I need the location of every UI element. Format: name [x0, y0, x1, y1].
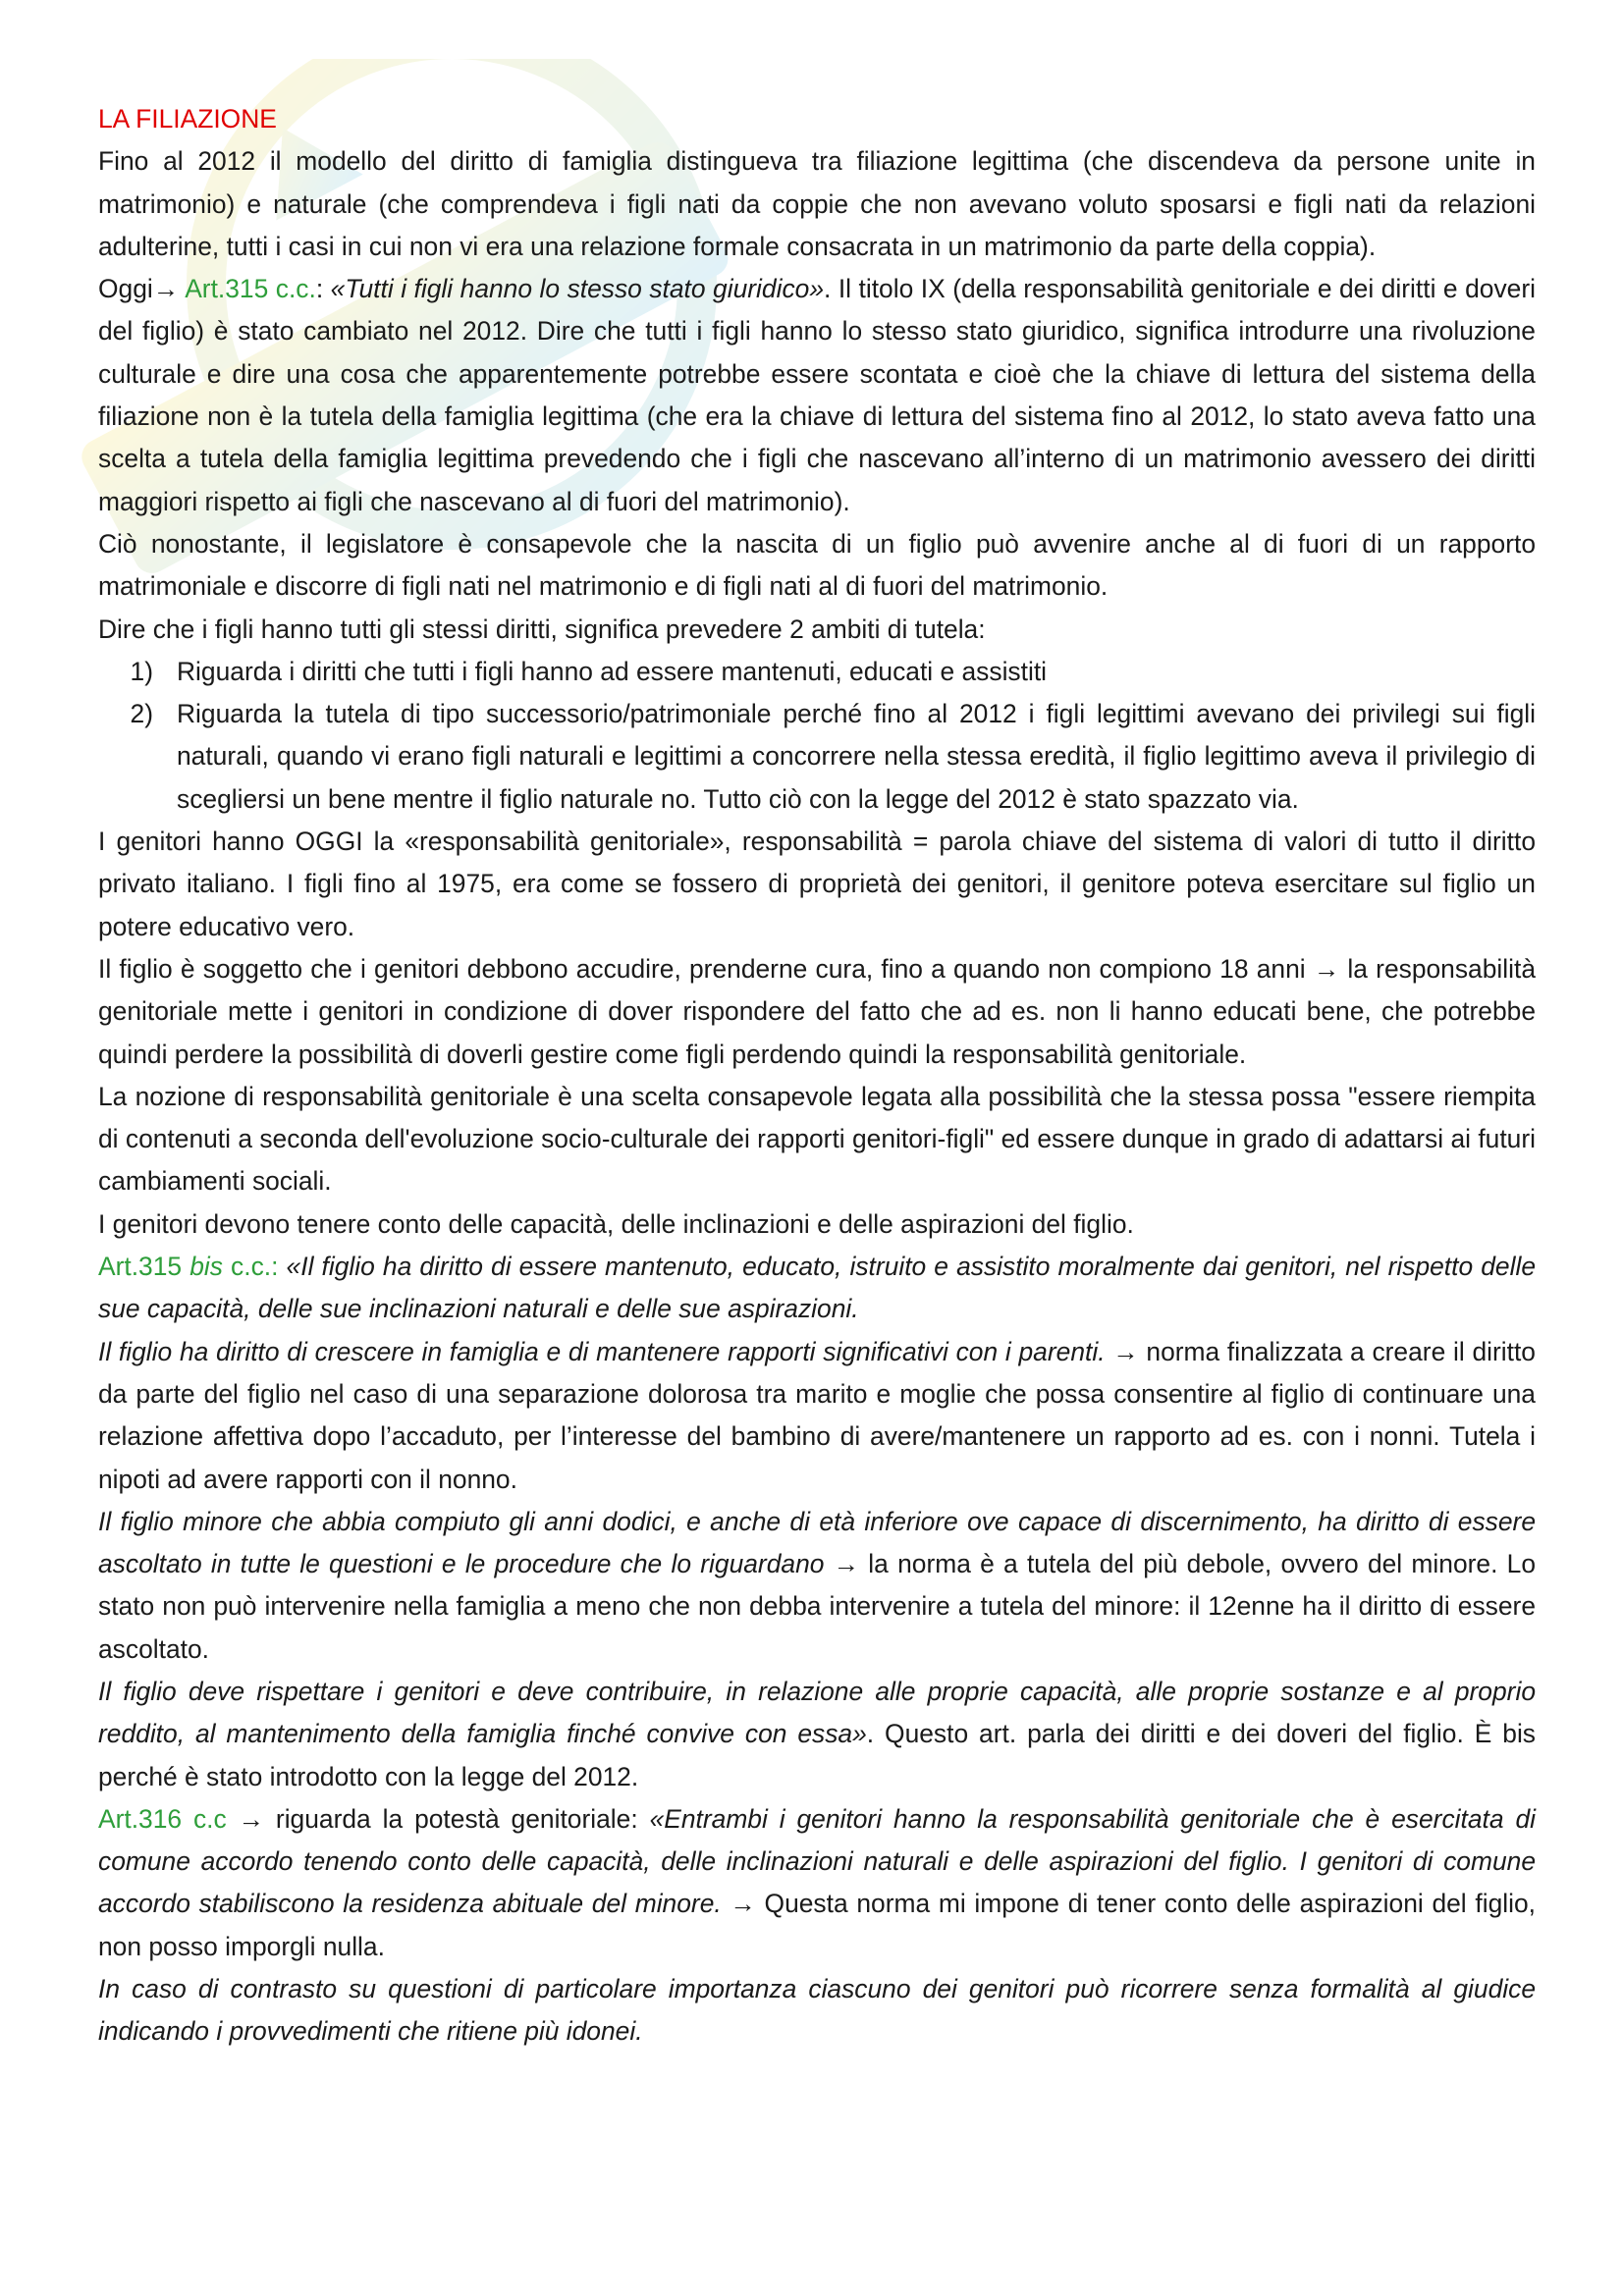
paragraph-text: → Questa norma mi impone di tener conto delle aspirazioni del figlio, non posso imporgli nulla. — [98, 1889, 1536, 1961]
list-item — [98, 693, 1536, 821]
paragraph-rispettare — [98, 1671, 1536, 1798]
quote-italic: Il figlio ha diritto di crescere in famiglia e di mantenere rapporti significativi con i parenti. — [98, 1336, 1106, 1366]
paragraph-text: . Il titolo IX (della responsabilità genitoriale e dei diritti e doveri del figlio) è stato cambiato nel 2012. Dire che tutti i figli hanno lo stesso stato giuridico, significa introdurre una rivoluzione culturale e dire una cosa che apparentemente potrebbe essere scontata e cioè che la chiave di lettura del sistema della filiazione non è la tutela della famiglia legittima (che era la chiave di lettura del sistema fino al 2012, lo stato aveva fatto una scelta a tutela della famiglia legittima prevedendo che i figli che nascevano all’interno di un matrimonio avessero dei diritti maggiori rispetto ai figli che nascevano al di fuori del matrimonio). — [98, 274, 1536, 516]
list-item-text: Riguarda la tutela di tipo successorio/patrimoniale perché fino al 2012 i figli legittimi avevano dei privilegi sui figli naturali, quando vi erano figli naturali e legittimi a concorrere nella stessa eredità, il figlio legittimo aveva il privilegio di scegliersi un bene mentre il figlio naturale no. Tutto ciò con la legge del 2012 è stato spazzato via. — [177, 699, 1536, 814]
paragraph-ascoltato — [98, 1501, 1536, 1671]
quote-italic: In caso di contrasto su questioni di particolare importanza ciascuno dei genitori può ricorrere senza formalità al giudice indicando i provvedimenti che ritiene più idonei. — [98, 1974, 1536, 2047]
document-page — [98, 98, 1536, 2054]
separator: : — [315, 274, 331, 304]
quote-315bis: «Il figlio ha diritto di essere mantenuto, educato, istruito e assistito moralmente dai genitori, nel rispetto delle sue capacità, delle sue inclinazioni naturali e delle sue aspirazioni. — [98, 1252, 1537, 1324]
paragraph-text: → norma finalizzata a creare il diritto da parte del figlio nel caso di una separazione dolorosa tra marito e moglie che possa consentire al figlio di continuare una relazione affettiva dopo l’accaduto, per l’interesse del bambino di avere/mantenere un rapporto ad es. con i nonni. Tutela i nipoti ad avere rapporti con il nonno. — [98, 1336, 1536, 1494]
paragraph-crescere-famiglia — [98, 1331, 1536, 1501]
paragraph-art315bis — [98, 1246, 1536, 1331]
page-title: LA FILIAZIONE — [98, 104, 277, 133]
article-ref-315: Art.315 c.c. — [185, 274, 316, 304]
paragraph-ambiti: Dire che i figli hanno tutti gli stessi diritti, significa prevedere 2 ambiti di tutela: — [98, 614, 986, 644]
article-ref-316: Art.316 c.c — [98, 1803, 227, 1834]
paragraph-intro: Fino al 2012 il modello del diritto di famiglia distingueva tra filiazione legittima (che discendeva da persone unite in matrimonio) e naturale (che comprendeva i figli nati da coppie che non avevano voluto sposarsi e figli nati da relazioni adulterine, tutti i casi in cui non vi era una relazione formale consacrata in un matrimonio da parte della coppia). — [98, 146, 1536, 261]
article-ref-part: c.c.: — [222, 1252, 279, 1282]
list-number: 1) — [130, 656, 153, 686]
paragraph-figlio-soggetto: Il figlio è soggetto che i genitori debbono accudire, prenderne cura, fino a quando non compiono 18 anni → la responsabilità genitoriale mette i genitori in condizione di dover rispondere del fatto che ad es. non li hanno educati bene, che potrebbe quindi perdere la possibilità di doverli gestire come figli perdendo quindi la responsabilità genitoriale. — [98, 953, 1536, 1069]
quote-italic: Il figlio deve rispettare i genitori e deve contribuire, in relazione alle proprie capacità, alle proprie sostanze e al proprio reddito, al mantenimento della famiglia finché convive con essa» — [98, 1676, 1536, 1749]
numbered-list — [98, 651, 1536, 821]
list-item-text: Riguarda i diritti che tutti i figli hanno ad essere mantenuti, educati e assistiti — [177, 656, 1048, 686]
article-ref-bis: bis — [189, 1252, 223, 1282]
article-ref-part: Art.315 — [98, 1252, 190, 1282]
paragraph-art316 — [98, 1798, 1536, 1968]
quote-316: «Entrambi i genitori hanno la responsabilità genitoriale che è esercitata di comune accordo tenendo conto delle capacità, delle inclinazioni naturali e delle aspirazioni del figlio. I genitori di comune accordo stabiliscono la residenza abituale del minore. — [98, 1803, 1536, 1919]
paragraph-legislatore: Ciò nonostante, il legislatore è consapevole che la nascita di un figlio può avvenire anche al di fuori di un rapporto matrimoniale e discorre di figli nati nel matrimonio e di figli nati al di fuori del matrimonio. — [98, 528, 1536, 602]
paragraph-text: . Questo art. parla dei diritti e dei doveri del figlio. È bis perché è stato introdotto con la legge del 2012. — [98, 1719, 1536, 1791]
article-ref-315bis — [98, 1252, 278, 1281]
paragraph-capacita: I genitori devono tenere conto delle capacità, delle inclinazioni e delle aspirazioni del figlio. — [98, 1208, 1134, 1239]
paragraph-contrasto — [98, 1968, 1536, 2054]
quote-italic: Il figlio minore che abbia compiuto gli anni dodici, e anche di età inferiore ove capace di discernimento, ha diritto di essere ascoltato in tutte le questioni e le procedure che lo riguardano — [98, 1506, 1536, 1579]
paragraph-text: → la norma è a tutela del più debole, ovvero del minore. Lo stato non può intervenire nella famiglia a meno che non debba intervenire a tutela del minore: il 12enne ha il diritto di essere ascoltato. — [98, 1549, 1537, 1664]
paragraph-text: → riguarda la potestà genitoriale: — [226, 1803, 650, 1834]
paragraph-prefix: Oggi→ — [98, 274, 186, 304]
list-item — [98, 651, 1536, 693]
paragraph-art315 — [98, 268, 1536, 523]
quote-315: «Tutti i figli hanno lo stesso stato giuridico» — [330, 274, 824, 304]
paragraph-nozione: La nozione di responsabilità genitoriale è una scelta consapevole legata alla possibilità che la stessa possa "essere riempita di contenuti a seconda dell'evoluzione socio-culturale dei rapporti genitori-figli" ed essere dunque in grado di adattarsi ai futuri cambiamenti sociali. — [98, 1081, 1536, 1197]
list-number: 2) — [130, 699, 153, 729]
paragraph-responsabilita: I genitori hanno OGGI la «responsabilità genitoriale», responsabilità = parola chiave del sistema di valori di tutto il diritto privato italiano. I figli fino al 1975, era come se fossero di proprietà dei genitori, il genitore poteva esercitare sul figlio un potere educativo vero. — [98, 827, 1536, 941]
